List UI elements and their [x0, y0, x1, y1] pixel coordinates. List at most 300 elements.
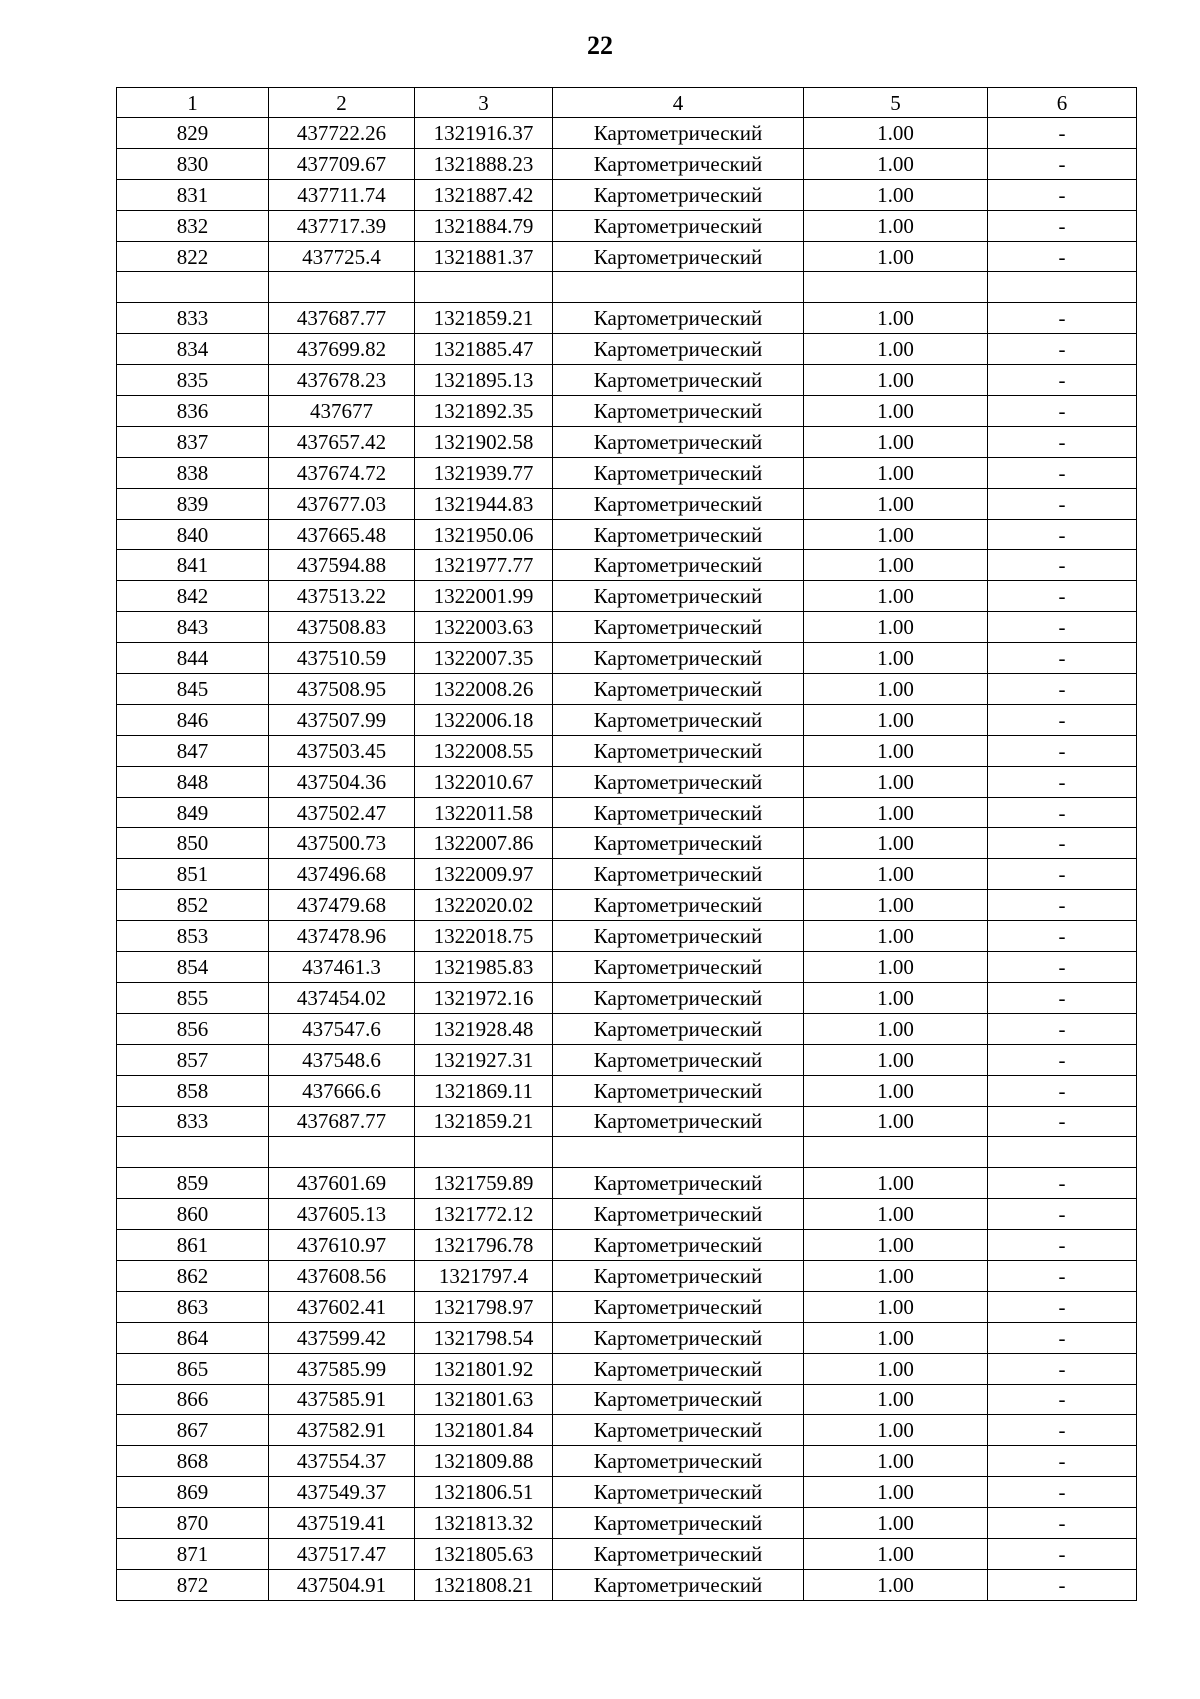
table-row	[117, 581, 1137, 612]
y-coordinate-cell: 1321927.31	[415, 1044, 553, 1075]
table-row	[117, 426, 1137, 457]
x-coordinate-cell: 437478.96	[269, 921, 415, 952]
y-coordinate-cell: 1321798.54	[415, 1322, 553, 1353]
description-cell: -	[988, 396, 1137, 427]
description-cell: -	[988, 982, 1137, 1013]
y-coordinate-cell: 1321797.4	[415, 1260, 553, 1291]
point-number-cell: 832	[117, 210, 269, 241]
point-number-cell: 858	[117, 1075, 269, 1106]
table-row	[117, 1538, 1137, 1569]
table-row	[117, 1075, 1137, 1106]
method-cell: Картометрический	[553, 612, 804, 643]
description-cell: -	[988, 1384, 1137, 1415]
y-coordinate-cell: 1321805.63	[415, 1538, 553, 1569]
accuracy-cell: 1.00	[804, 828, 988, 859]
point-number-cell: 843	[117, 612, 269, 643]
column-header: 1	[117, 88, 269, 118]
accuracy-cell: 1.00	[804, 1291, 988, 1322]
x-coordinate-cell: 437502.47	[269, 797, 415, 828]
description-cell: -	[988, 1477, 1137, 1508]
description-cell: -	[988, 488, 1137, 519]
description-cell: -	[988, 1569, 1137, 1600]
y-coordinate-cell: 1322008.26	[415, 674, 553, 705]
description-cell: -	[988, 674, 1137, 705]
description-cell: -	[988, 797, 1137, 828]
accuracy-cell: 1.00	[804, 241, 988, 272]
accuracy-cell: 1.00	[804, 519, 988, 550]
table-row	[117, 612, 1137, 643]
table-row	[117, 1137, 1137, 1168]
y-coordinate-cell: 1321859.21	[415, 1106, 553, 1137]
point-number-cell: 856	[117, 1013, 269, 1044]
y-coordinate-cell: 1321806.51	[415, 1477, 553, 1508]
y-coordinate-cell	[415, 1137, 553, 1168]
point-number-cell: 835	[117, 365, 269, 396]
y-coordinate-cell: 1322020.02	[415, 890, 553, 921]
point-number-cell	[117, 1137, 269, 1168]
point-number-cell: 840	[117, 519, 269, 550]
table-row	[117, 334, 1137, 365]
table-row	[117, 488, 1137, 519]
description-cell: -	[988, 952, 1137, 983]
description-cell: -	[988, 1199, 1137, 1230]
method-cell: Картометрический	[553, 581, 804, 612]
accuracy-cell: 1.00	[804, 1199, 988, 1230]
x-coordinate-cell: 437454.02	[269, 982, 415, 1013]
accuracy-cell: 1.00	[804, 921, 988, 952]
description-cell: -	[988, 1168, 1137, 1199]
method-cell: Картометрический	[553, 982, 804, 1013]
accuracy-cell: 1.00	[804, 797, 988, 828]
table-row	[117, 1199, 1137, 1230]
method-cell: Картометрический	[553, 952, 804, 983]
column-header: 3	[415, 88, 553, 118]
accuracy-cell: 1.00	[804, 890, 988, 921]
y-coordinate-cell	[415, 272, 553, 303]
table-row	[117, 272, 1137, 303]
x-coordinate-cell: 437677.03	[269, 488, 415, 519]
y-coordinate-cell: 1321813.32	[415, 1508, 553, 1539]
point-number-cell: 864	[117, 1322, 269, 1353]
description-cell: -	[988, 1230, 1137, 1261]
y-coordinate-cell: 1321798.97	[415, 1291, 553, 1322]
x-coordinate-cell: 437699.82	[269, 334, 415, 365]
x-coordinate-cell: 437461.3	[269, 952, 415, 983]
accuracy-cell: 1.00	[804, 1013, 988, 1044]
method-cell: Картометрический	[553, 1013, 804, 1044]
description-cell: -	[988, 890, 1137, 921]
method-cell: Картометрический	[553, 890, 804, 921]
point-number-cell: 860	[117, 1199, 269, 1230]
accuracy-cell: 1.00	[804, 118, 988, 149]
accuracy-cell: 1.00	[804, 210, 988, 241]
method-cell: Картометрический	[553, 828, 804, 859]
y-coordinate-cell: 1321902.58	[415, 426, 553, 457]
y-coordinate-cell: 1322008.55	[415, 735, 553, 766]
table-row	[117, 952, 1137, 983]
accuracy-cell: 1.00	[804, 1415, 988, 1446]
point-number-cell: 861	[117, 1230, 269, 1261]
y-coordinate-cell: 1322010.67	[415, 766, 553, 797]
method-cell: Картометрический	[553, 1353, 804, 1384]
x-coordinate-cell: 437519.41	[269, 1508, 415, 1539]
x-coordinate-cell: 437608.56	[269, 1260, 415, 1291]
method-cell: Картометрический	[553, 674, 804, 705]
point-number-cell: 847	[117, 735, 269, 766]
y-coordinate-cell: 1321950.06	[415, 519, 553, 550]
x-coordinate-cell: 437602.41	[269, 1291, 415, 1322]
x-coordinate-cell: 437554.37	[269, 1446, 415, 1477]
method-cell: Картометрический	[553, 1106, 804, 1137]
description-cell	[988, 272, 1137, 303]
table-row	[117, 1415, 1137, 1446]
table-row	[117, 828, 1137, 859]
accuracy-cell: 1.00	[804, 735, 988, 766]
point-number-cell: 837	[117, 426, 269, 457]
method-cell: Картометрический	[553, 241, 804, 272]
method-cell: Картометрический	[553, 1477, 804, 1508]
method-cell: Картометрический	[553, 118, 804, 149]
point-number-cell: 831	[117, 179, 269, 210]
y-coordinate-cell: 1321801.92	[415, 1353, 553, 1384]
x-coordinate-cell: 437547.6	[269, 1013, 415, 1044]
accuracy-cell: 1.00	[804, 1230, 988, 1261]
table-row	[117, 766, 1137, 797]
description-cell: -	[988, 426, 1137, 457]
y-coordinate-cell: 1321939.77	[415, 457, 553, 488]
accuracy-cell: 1.00	[804, 766, 988, 797]
method-cell: Картометрический	[553, 1260, 804, 1291]
accuracy-cell: 1.00	[804, 1322, 988, 1353]
x-coordinate-cell: 437549.37	[269, 1477, 415, 1508]
accuracy-cell: 1.00	[804, 1075, 988, 1106]
table-row	[117, 1446, 1137, 1477]
table-row	[117, 1168, 1137, 1199]
x-coordinate-cell: 437517.47	[269, 1538, 415, 1569]
point-number-cell: 846	[117, 704, 269, 735]
table-body	[117, 118, 1137, 1601]
method-cell: Картометрический	[553, 1168, 804, 1199]
table-row	[117, 148, 1137, 179]
x-coordinate-cell: 437507.99	[269, 704, 415, 735]
point-number-cell: 866	[117, 1384, 269, 1415]
x-coordinate-cell: 437508.95	[269, 674, 415, 705]
table-row	[117, 550, 1137, 581]
y-coordinate-cell: 1321869.11	[415, 1075, 553, 1106]
x-coordinate-cell: 437674.72	[269, 457, 415, 488]
point-number-cell: 848	[117, 766, 269, 797]
method-cell: Картометрический	[553, 457, 804, 488]
table-row	[117, 118, 1137, 149]
x-coordinate-cell: 437687.77	[269, 1106, 415, 1137]
x-coordinate-cell	[269, 272, 415, 303]
y-coordinate-cell: 1321892.35	[415, 396, 553, 427]
table-row	[117, 643, 1137, 674]
description-cell: -	[988, 612, 1137, 643]
x-coordinate-cell: 437599.42	[269, 1322, 415, 1353]
point-number-cell: 867	[117, 1415, 269, 1446]
accuracy-cell: 1.00	[804, 148, 988, 179]
accuracy-cell: 1.00	[804, 1106, 988, 1137]
y-coordinate-cell: 1321808.21	[415, 1569, 553, 1600]
y-coordinate-cell: 1321884.79	[415, 210, 553, 241]
x-coordinate-cell	[269, 1137, 415, 1168]
method-cell: Картометрический	[553, 1044, 804, 1075]
point-number-cell: 838	[117, 457, 269, 488]
x-coordinate-cell: 437513.22	[269, 581, 415, 612]
method-cell: Картометрический	[553, 550, 804, 581]
table-row	[117, 457, 1137, 488]
description-cell: -	[988, 1353, 1137, 1384]
x-coordinate-cell: 437605.13	[269, 1199, 415, 1230]
point-number-cell: 845	[117, 674, 269, 705]
accuracy-cell: 1.00	[804, 1384, 988, 1415]
x-coordinate-cell: 437504.91	[269, 1569, 415, 1600]
x-coordinate-cell: 437585.99	[269, 1353, 415, 1384]
method-cell: Картометрический	[553, 519, 804, 550]
description-cell: -	[988, 519, 1137, 550]
point-number-cell: 836	[117, 396, 269, 427]
x-coordinate-cell: 437711.74	[269, 179, 415, 210]
accuracy-cell: 1.00	[804, 365, 988, 396]
point-number-cell: 830	[117, 148, 269, 179]
accuracy-cell: 1.00	[804, 643, 988, 674]
y-coordinate-cell: 1321916.37	[415, 118, 553, 149]
column-header: 4	[553, 88, 804, 118]
point-number-cell: 869	[117, 1477, 269, 1508]
y-coordinate-cell: 1322001.99	[415, 581, 553, 612]
point-number-cell: 871	[117, 1538, 269, 1569]
description-cell: -	[988, 210, 1137, 241]
method-cell: Картометрический	[553, 365, 804, 396]
accuracy-cell: 1.00	[804, 303, 988, 334]
method-cell: Картометрический	[553, 488, 804, 519]
y-coordinate-cell: 1321928.48	[415, 1013, 553, 1044]
accuracy-cell: 1.00	[804, 179, 988, 210]
x-coordinate-cell: 437508.83	[269, 612, 415, 643]
description-cell: -	[988, 241, 1137, 272]
description-cell: -	[988, 735, 1137, 766]
x-coordinate-cell: 437504.36	[269, 766, 415, 797]
accuracy-cell: 1.00	[804, 1353, 988, 1384]
method-cell: Картометрический	[553, 1075, 804, 1106]
method-cell: Картометрический	[553, 1446, 804, 1477]
x-coordinate-cell: 437496.68	[269, 859, 415, 890]
accuracy-cell: 1.00	[804, 1538, 988, 1569]
accuracy-cell: 1.00	[804, 581, 988, 612]
point-number-cell: 870	[117, 1508, 269, 1539]
point-number-cell	[117, 272, 269, 303]
method-cell: Картометрический	[553, 735, 804, 766]
method-cell: Картометрический	[553, 921, 804, 952]
method-cell: Картометрический	[553, 396, 804, 427]
x-coordinate-cell: 437500.73	[269, 828, 415, 859]
method-cell: Картометрический	[553, 303, 804, 334]
y-coordinate-cell: 1322009.97	[415, 859, 553, 890]
point-number-cell: 833	[117, 1106, 269, 1137]
description-cell: -	[988, 1075, 1137, 1106]
method-cell: Картометрический	[553, 210, 804, 241]
table-row	[117, 735, 1137, 766]
description-cell: -	[988, 1291, 1137, 1322]
table-row	[117, 1013, 1137, 1044]
point-number-cell: 849	[117, 797, 269, 828]
x-coordinate-cell: 437585.91	[269, 1384, 415, 1415]
point-number-cell: 822	[117, 241, 269, 272]
description-cell: -	[988, 550, 1137, 581]
method-cell: Картометрический	[553, 1291, 804, 1322]
coordinates-table	[116, 87, 1137, 1601]
y-coordinate-cell: 1321977.77	[415, 550, 553, 581]
accuracy-cell: 1.00	[804, 1168, 988, 1199]
accuracy-cell: 1.00	[804, 457, 988, 488]
method-cell: Картометрический	[553, 1199, 804, 1230]
y-coordinate-cell: 1321801.63	[415, 1384, 553, 1415]
column-header: 6	[988, 88, 1137, 118]
description-cell: -	[988, 704, 1137, 735]
x-coordinate-cell: 437725.4	[269, 241, 415, 272]
y-coordinate-cell: 1321772.12	[415, 1199, 553, 1230]
method-cell: Картометрический	[553, 1322, 804, 1353]
method-cell: Картометрический	[553, 148, 804, 179]
table-header-row	[117, 88, 1137, 118]
table-row	[117, 241, 1137, 272]
table-row	[117, 179, 1137, 210]
y-coordinate-cell: 1321885.47	[415, 334, 553, 365]
x-coordinate-cell: 437678.23	[269, 365, 415, 396]
table-row	[117, 890, 1137, 921]
x-coordinate-cell: 437687.77	[269, 303, 415, 334]
y-coordinate-cell: 1322007.86	[415, 828, 553, 859]
method-cell	[553, 272, 804, 303]
y-coordinate-cell: 1321759.89	[415, 1168, 553, 1199]
table-row	[117, 1291, 1137, 1322]
accuracy-cell: 1.00	[804, 488, 988, 519]
point-number-cell: 857	[117, 1044, 269, 1075]
table-row	[117, 921, 1137, 952]
accuracy-cell: 1.00	[804, 1508, 988, 1539]
method-cell: Картометрический	[553, 1230, 804, 1261]
x-coordinate-cell: 437677	[269, 396, 415, 427]
method-cell: Картометрический	[553, 643, 804, 674]
table-row	[117, 1322, 1137, 1353]
y-coordinate-cell: 1321801.84	[415, 1415, 553, 1446]
y-coordinate-cell: 1322007.35	[415, 643, 553, 674]
point-number-cell: 842	[117, 581, 269, 612]
method-cell: Картометрический	[553, 179, 804, 210]
table-row	[117, 396, 1137, 427]
method-cell: Картометрический	[553, 1508, 804, 1539]
table-row	[117, 1353, 1137, 1384]
y-coordinate-cell: 1321809.88	[415, 1446, 553, 1477]
accuracy-cell: 1.00	[804, 550, 988, 581]
column-header: 5	[804, 88, 988, 118]
description-cell: -	[988, 1538, 1137, 1569]
table-row	[117, 365, 1137, 396]
method-cell: Картометрический	[553, 704, 804, 735]
x-coordinate-cell: 437666.6	[269, 1075, 415, 1106]
table-row	[117, 704, 1137, 735]
method-cell: Картометрический	[553, 426, 804, 457]
point-number-cell: 859	[117, 1168, 269, 1199]
y-coordinate-cell: 1322018.75	[415, 921, 553, 952]
x-coordinate-cell: 437548.6	[269, 1044, 415, 1075]
point-number-cell: 851	[117, 859, 269, 890]
table-row	[117, 1106, 1137, 1137]
point-number-cell: 834	[117, 334, 269, 365]
page-number: 22	[587, 31, 613, 60]
point-number-cell: 833	[117, 303, 269, 334]
x-coordinate-cell: 437582.91	[269, 1415, 415, 1446]
accuracy-cell: 1.00	[804, 396, 988, 427]
description-cell: -	[988, 643, 1137, 674]
method-cell: Картометрический	[553, 1538, 804, 1569]
description-cell: -	[988, 457, 1137, 488]
y-coordinate-cell: 1321985.83	[415, 952, 553, 983]
point-number-cell: 868	[117, 1446, 269, 1477]
accuracy-cell: 1.00	[804, 859, 988, 890]
description-cell: -	[988, 148, 1137, 179]
table-row	[117, 859, 1137, 890]
table-row	[117, 210, 1137, 241]
point-number-cell: 865	[117, 1353, 269, 1384]
x-coordinate-cell: 437657.42	[269, 426, 415, 457]
x-coordinate-cell: 437717.39	[269, 210, 415, 241]
y-coordinate-cell: 1321972.16	[415, 982, 553, 1013]
point-number-cell: 829	[117, 118, 269, 149]
y-coordinate-cell: 1322003.63	[415, 612, 553, 643]
accuracy-cell: 1.00	[804, 1260, 988, 1291]
accuracy-cell: 1.00	[804, 952, 988, 983]
description-cell: -	[988, 334, 1137, 365]
description-cell: -	[988, 303, 1137, 334]
point-number-cell: 839	[117, 488, 269, 519]
description-cell: -	[988, 118, 1137, 149]
x-coordinate-cell: 437665.48	[269, 519, 415, 550]
description-cell: -	[988, 921, 1137, 952]
y-coordinate-cell: 1321887.42	[415, 179, 553, 210]
y-coordinate-cell: 1321881.37	[415, 241, 553, 272]
x-coordinate-cell: 437594.88	[269, 550, 415, 581]
accuracy-cell: 1.00	[804, 1044, 988, 1075]
point-number-cell: 853	[117, 921, 269, 952]
method-cell	[553, 1137, 804, 1168]
column-header: 2	[269, 88, 415, 118]
point-number-cell: 872	[117, 1569, 269, 1600]
table-row	[117, 797, 1137, 828]
method-cell: Картометрический	[553, 859, 804, 890]
accuracy-cell	[804, 272, 988, 303]
description-cell: -	[988, 1508, 1137, 1539]
description-cell: -	[988, 365, 1137, 396]
description-cell: -	[988, 859, 1137, 890]
description-cell: -	[988, 828, 1137, 859]
point-number-cell: 852	[117, 890, 269, 921]
description-cell: -	[988, 1013, 1137, 1044]
description-cell: -	[988, 1106, 1137, 1137]
x-coordinate-cell: 437610.97	[269, 1230, 415, 1261]
point-number-cell: 862	[117, 1260, 269, 1291]
accuracy-cell: 1.00	[804, 426, 988, 457]
table-row	[117, 1384, 1137, 1415]
method-cell: Картометрический	[553, 1384, 804, 1415]
y-coordinate-cell: 1321888.23	[415, 148, 553, 179]
x-coordinate-cell: 437601.69	[269, 1168, 415, 1199]
x-coordinate-cell: 437503.45	[269, 735, 415, 766]
accuracy-cell: 1.00	[804, 982, 988, 1013]
description-cell: -	[988, 766, 1137, 797]
description-cell: -	[988, 1044, 1137, 1075]
